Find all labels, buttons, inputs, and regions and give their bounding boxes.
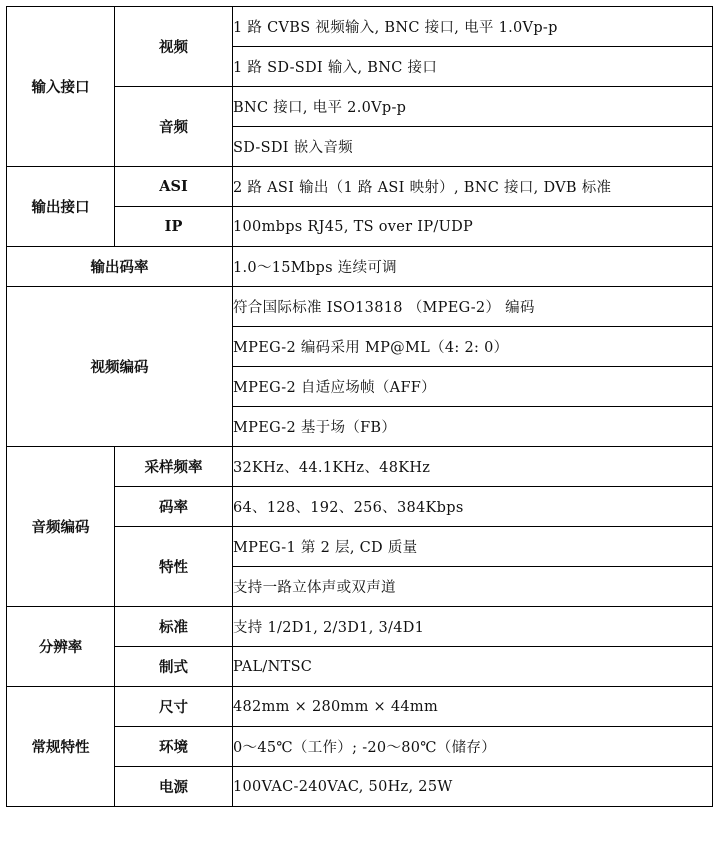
table-row bbox=[7, 7, 713, 47]
category-input-interface: 输入接口 bbox=[7, 7, 115, 167]
table-row bbox=[7, 447, 713, 487]
category-audio-encoding: 音频编码 bbox=[7, 447, 115, 607]
category-output-interface: 输出接口 bbox=[7, 167, 115, 247]
category-general: 常规特性 bbox=[7, 687, 115, 807]
sub-environment: 环境 bbox=[115, 727, 233, 767]
value-cell: SD-SDI 嵌入音频 bbox=[233, 127, 713, 167]
value-cell: 2 路 ASI 输出（1 路 ASI 映射）, BNC 接口, DVB 标准 bbox=[233, 167, 713, 207]
spec-table bbox=[6, 6, 713, 807]
sub-video: 视频 bbox=[115, 7, 233, 87]
sub-features: 特性 bbox=[115, 527, 233, 607]
value-cell: 1 路 CVBS 视频输入, BNC 接口, 电平 1.0Vp-p bbox=[233, 7, 713, 47]
table-row bbox=[7, 167, 713, 207]
sub-size: 尺寸 bbox=[115, 687, 233, 727]
value-cell: 100VAC-240VAC, 50Hz, 25W bbox=[233, 767, 713, 807]
value-cell: 1 路 SD-SDI 输入, BNC 接口 bbox=[233, 47, 713, 87]
sub-power: 电源 bbox=[115, 767, 233, 807]
value-cell: PAL/NTSC bbox=[233, 647, 713, 687]
sub-standard: 标准 bbox=[115, 607, 233, 647]
value-cell: 支持一路立体声或双声道 bbox=[233, 567, 713, 607]
category-resolution: 分辨率 bbox=[7, 607, 115, 687]
category-output-bitrate: 输出码率 bbox=[7, 247, 233, 287]
value-cell: MPEG-2 编码采用 MP@ML（4: 2: 0） bbox=[233, 327, 713, 367]
sub-asi: ASI bbox=[115, 167, 233, 207]
sub-audio: 音频 bbox=[115, 87, 233, 167]
value-cell: 1.0～15Mbps 连续可调 bbox=[233, 247, 713, 287]
category-video-encoding: 视频编码 bbox=[7, 287, 233, 447]
table-row bbox=[7, 287, 713, 327]
value-cell: 0～45℃（工作）; -20～80℃（储存） bbox=[233, 727, 713, 767]
table-row bbox=[7, 687, 713, 727]
value-cell: MPEG-2 自适应场帧（AFF） bbox=[233, 367, 713, 407]
sub-ip: IP bbox=[115, 207, 233, 247]
sub-format: 制式 bbox=[115, 647, 233, 687]
value-cell: 支持 1/2D1, 2/3D1, 3/4D1 bbox=[233, 607, 713, 647]
value-cell: BNC 接口, 电平 2.0Vp-p bbox=[233, 87, 713, 127]
value-cell: 32KHz、44.1KHz、48KHz bbox=[233, 447, 713, 487]
value-cell: MPEG-2 基于场（FB） bbox=[233, 407, 713, 447]
table-row bbox=[7, 607, 713, 647]
value-cell: 64、128、192、256、384Kbps bbox=[233, 487, 713, 527]
sub-sample-rate: 采样频率 bbox=[115, 447, 233, 487]
sub-bitrate: 码率 bbox=[115, 487, 233, 527]
value-cell: MPEG-1 第 2 层, CD 质量 bbox=[233, 527, 713, 567]
value-cell: 符合国际标准 ISO13818 （MPEG-2） 编码 bbox=[233, 287, 713, 327]
value-cell: 100mbps RJ45, TS over IP/UDP bbox=[233, 207, 713, 247]
table-row bbox=[7, 247, 713, 287]
value-cell: 482mm × 280mm × 44mm bbox=[233, 687, 713, 727]
